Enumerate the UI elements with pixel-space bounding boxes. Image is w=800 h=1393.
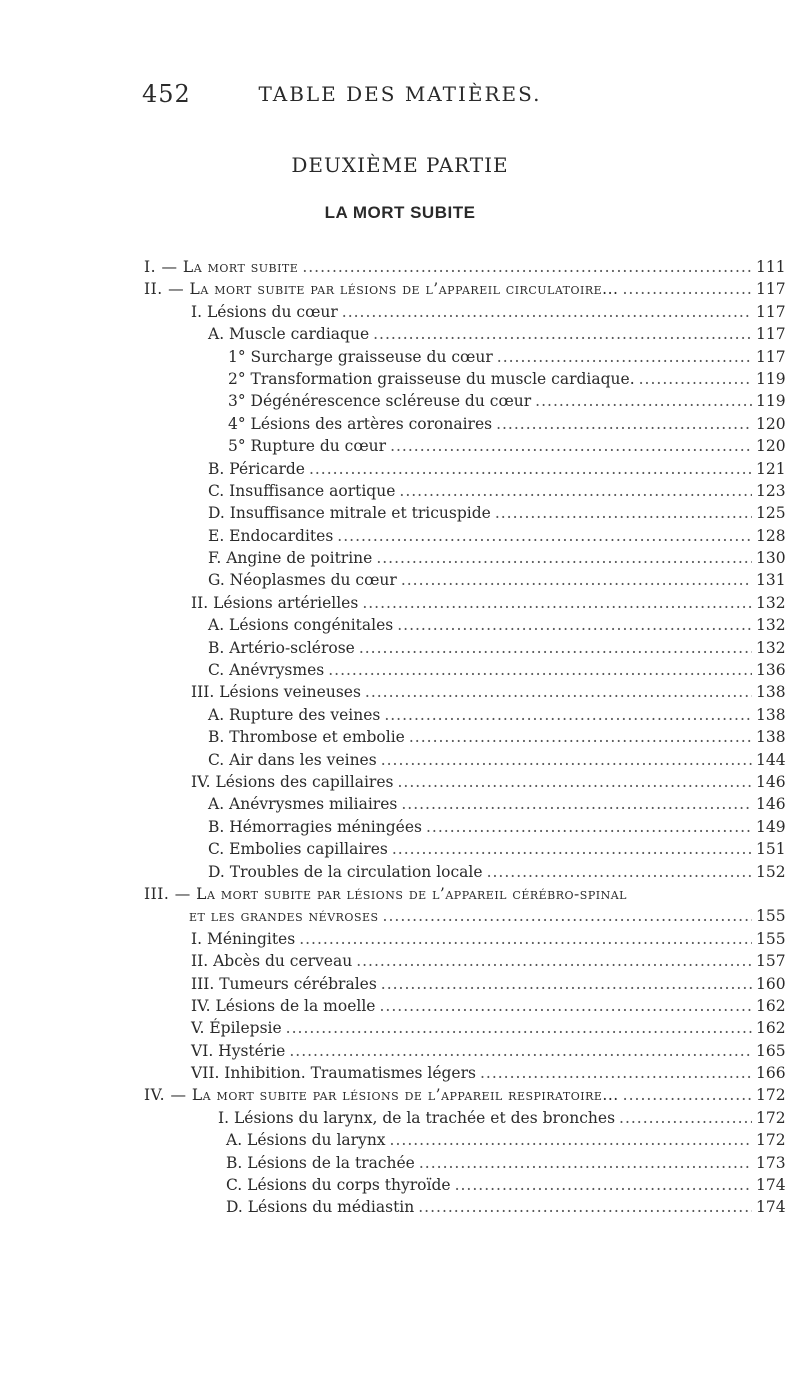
- toc-entry-page: 132: [756, 638, 786, 657]
- toc-entry: [0, 616, 800, 638]
- toc-entry-page: 174: [756, 1176, 786, 1195]
- toc-entry: [0, 325, 800, 347]
- toc-entry-label: IV. Lésions de la moelle: [191, 996, 376, 1015]
- toc-entry-label: A. Rupture des veines: [208, 705, 381, 724]
- page-header: [0, 80, 800, 110]
- toc-entry-page: 120: [756, 437, 786, 456]
- toc-entry-label: III. Tumeurs cérébrales: [191, 974, 377, 993]
- toc-entry-page: 119: [756, 369, 786, 388]
- toc-entry-label: C. Anévrysmes: [208, 661, 325, 680]
- toc-entry: [0, 527, 800, 549]
- toc-entry-label: A. Muscle cardiaque: [208, 325, 370, 344]
- toc-entry-page: 132: [756, 616, 786, 635]
- toc-entry-label: B. Hémorragies méningées: [208, 817, 422, 836]
- part-subtitle: LA MORT SUBITE: [324, 203, 476, 222]
- toc-entry-label: I. Méningites: [191, 929, 296, 948]
- toc-entry-page: 173: [756, 1153, 786, 1172]
- toc-entry-label: III. — La mort subite par lésions de l’appareil cérébro-spinal: [144, 884, 627, 903]
- toc-entry: [0, 594, 800, 616]
- toc-entry: [0, 303, 800, 325]
- toc-entry-page: 155: [756, 907, 786, 926]
- toc-entry-label: III. Lésions veineuses: [191, 683, 361, 702]
- toc-entry-label: A. Lésions congénitales: [208, 616, 394, 635]
- toc-entry-page: 146: [756, 772, 786, 791]
- toc-entry: [0, 818, 800, 840]
- toc-entry-label: 3° Dégénérescence scléreuse du cœur: [228, 392, 532, 411]
- toc-entry-page: 162: [756, 1019, 786, 1038]
- toc-entry: [0, 728, 800, 750]
- toc-entry-page: 128: [756, 526, 786, 545]
- part-title: DEUXIÈME PARTIE: [291, 153, 509, 177]
- toc-entry: [0, 863, 800, 885]
- table-of-contents: [0, 258, 800, 1221]
- toc-entry: [0, 1176, 800, 1198]
- toc-entry-page: 120: [756, 414, 786, 433]
- toc-entry-label: D. Lésions du médiastin: [226, 1198, 415, 1217]
- toc-entry: [0, 370, 800, 392]
- toc-entry-label: II. — La mort subite par lésions de l’appareil circulatoire...: [144, 280, 619, 299]
- toc-entry-page: 117: [756, 280, 786, 299]
- toc-entry-page: 162: [756, 996, 786, 1015]
- toc-entry-page: 136: [756, 661, 786, 680]
- toc-entry-label: C. Lésions du corps thyroïde: [226, 1176, 451, 1195]
- toc-entry: [0, 795, 800, 817]
- toc-entry-page: 119: [756, 392, 786, 411]
- toc-entry: [0, 1086, 800, 1108]
- toc-entry-label: B. Artério-sclérose: [208, 638, 355, 657]
- toc-entry: [0, 1131, 800, 1153]
- toc-entry-page: 172: [756, 1131, 786, 1150]
- toc-entry-page: 155: [756, 929, 786, 948]
- toc-entry: [0, 1042, 800, 1064]
- toc-entry-label: B. Péricarde: [208, 459, 305, 478]
- toc-entry-label: 5° Rupture du cœur: [228, 437, 387, 456]
- toc-entry-label: I. — La mort subite: [144, 258, 299, 276]
- toc-entry-page: 138: [756, 705, 786, 724]
- toc-entry: [0, 840, 800, 862]
- toc-entry: [0, 460, 800, 482]
- toc-entry-label: et les grandes névroses: [189, 907, 379, 926]
- toc-entry-page: 125: [756, 504, 786, 523]
- toc-entry-label: G. Néoplasmes du cœur: [208, 571, 397, 590]
- toc-entry-label: C. Air dans les veines: [208, 750, 377, 769]
- toc-entry-label: VII. Inhibition. Traumatismes légers: [191, 1064, 476, 1083]
- toc-entry: [0, 348, 800, 370]
- toc-entry-label: I. Lésions du cœur: [191, 302, 338, 321]
- toc-entry-page: 165: [756, 1041, 786, 1060]
- toc-entry: [0, 1198, 800, 1220]
- toc-entry-page: 152: [756, 862, 786, 881]
- toc-entry: [0, 504, 800, 526]
- toc-entry-page: 117: [756, 325, 786, 344]
- toc-entry: [0, 683, 800, 705]
- toc-entry: [0, 1154, 800, 1176]
- toc-entry: [0, 1064, 800, 1086]
- toc-entry-page: 144: [756, 750, 786, 769]
- toc-entry-page: 132: [756, 593, 786, 612]
- toc-entry: [0, 482, 800, 504]
- toc-entry-label: D. Insuffisance mitrale et tricuspide: [208, 504, 491, 523]
- toc-entry-label: 4° Lésions des artères coronaires: [228, 414, 493, 433]
- toc-entry-page: 123: [756, 481, 786, 500]
- toc-entry: [0, 706, 800, 728]
- page-number: 452: [142, 80, 191, 108]
- toc-entry: [0, 952, 800, 974]
- toc-entry: [0, 975, 800, 997]
- toc-entry: [0, 415, 800, 437]
- toc-entry-label: I. Lésions du larynx, de la trachée et des bronches: [218, 1108, 616, 1127]
- toc-entry-page: 138: [756, 728, 786, 747]
- toc-entry-page: 130: [756, 549, 786, 568]
- toc-entry-page: 157: [756, 952, 786, 971]
- toc-entry: [0, 661, 800, 683]
- toc-entry: [0, 773, 800, 795]
- toc-entry: [0, 751, 800, 773]
- toc-entry-label: 2° Transformation graisseuse du muscle cardiaque.: [228, 369, 635, 388]
- toc-entry-label: C. Embolies capillaires: [208, 840, 388, 859]
- running-title: TABLE DES MATIÈRES.: [258, 82, 542, 106]
- toc-entry-label: E. Endocardites: [208, 526, 334, 545]
- toc-entry: [0, 930, 800, 952]
- toc-entry-page: 172: [756, 1108, 786, 1127]
- toc-entry-page: 131: [756, 571, 786, 590]
- toc-entry: [0, 392, 800, 414]
- toc-entry-page: 121: [756, 459, 786, 478]
- toc-entry: [0, 885, 800, 907]
- toc-entry-label: F. Angine de poitrine: [208, 549, 373, 568]
- toc-entry: [0, 258, 800, 280]
- toc-entry-label: V. Épilepsie: [191, 1019, 282, 1038]
- toc-entry: [0, 1019, 800, 1041]
- toc-entry-label: VI. Hystérie: [191, 1041, 286, 1060]
- toc-entry-label: B. Lésions de la trachée: [226, 1153, 415, 1172]
- toc-entry: [0, 280, 800, 302]
- toc-entry-page: 174: [756, 1198, 786, 1217]
- toc-entry-label: II. Lésions artérielles: [191, 593, 359, 612]
- toc-entry-label: A. Lésions du larynx: [226, 1131, 386, 1150]
- toc-entry-label: II. Abcès du cerveau: [191, 952, 353, 971]
- toc-entry-page: 166: [756, 1064, 786, 1083]
- toc-entry: [0, 571, 800, 593]
- toc-entry-label: IV. Lésions des capillaires: [191, 772, 394, 791]
- toc-entry-label: C. Insuffisance aortique: [208, 481, 396, 500]
- toc-entry: [0, 907, 800, 929]
- toc-entry-page: 117: [756, 347, 786, 366]
- toc-entry-label: B. Thrombose et embolie: [208, 728, 405, 747]
- toc-entry-label: A. Anévrysmes miliaires: [208, 795, 398, 814]
- toc-entry: [0, 549, 800, 571]
- toc-entry: [0, 437, 800, 459]
- toc-entry: [0, 997, 800, 1019]
- toc-entry-page: 117: [756, 302, 786, 321]
- toc-entry-page: 160: [756, 974, 786, 993]
- toc-entry-page: 151: [756, 840, 786, 859]
- toc-entry-label: IV. — La mort subite par lésions de l’appareil respiratoire...: [144, 1086, 619, 1105]
- toc-entry-page: 172: [756, 1086, 786, 1105]
- toc-entry: [0, 639, 800, 661]
- toc-entry-page: 138: [756, 683, 786, 702]
- toc-entry-label: D. Troubles de la circulation locale: [208, 862, 483, 881]
- toc-entry-page: 111: [756, 258, 786, 276]
- toc-entry: [0, 1109, 800, 1131]
- toc-entry-page: 149: [756, 817, 786, 836]
- toc-entry-page: 146: [756, 795, 786, 814]
- toc-entry-label: 1° Surcharge graisseuse du cœur: [228, 347, 493, 366]
